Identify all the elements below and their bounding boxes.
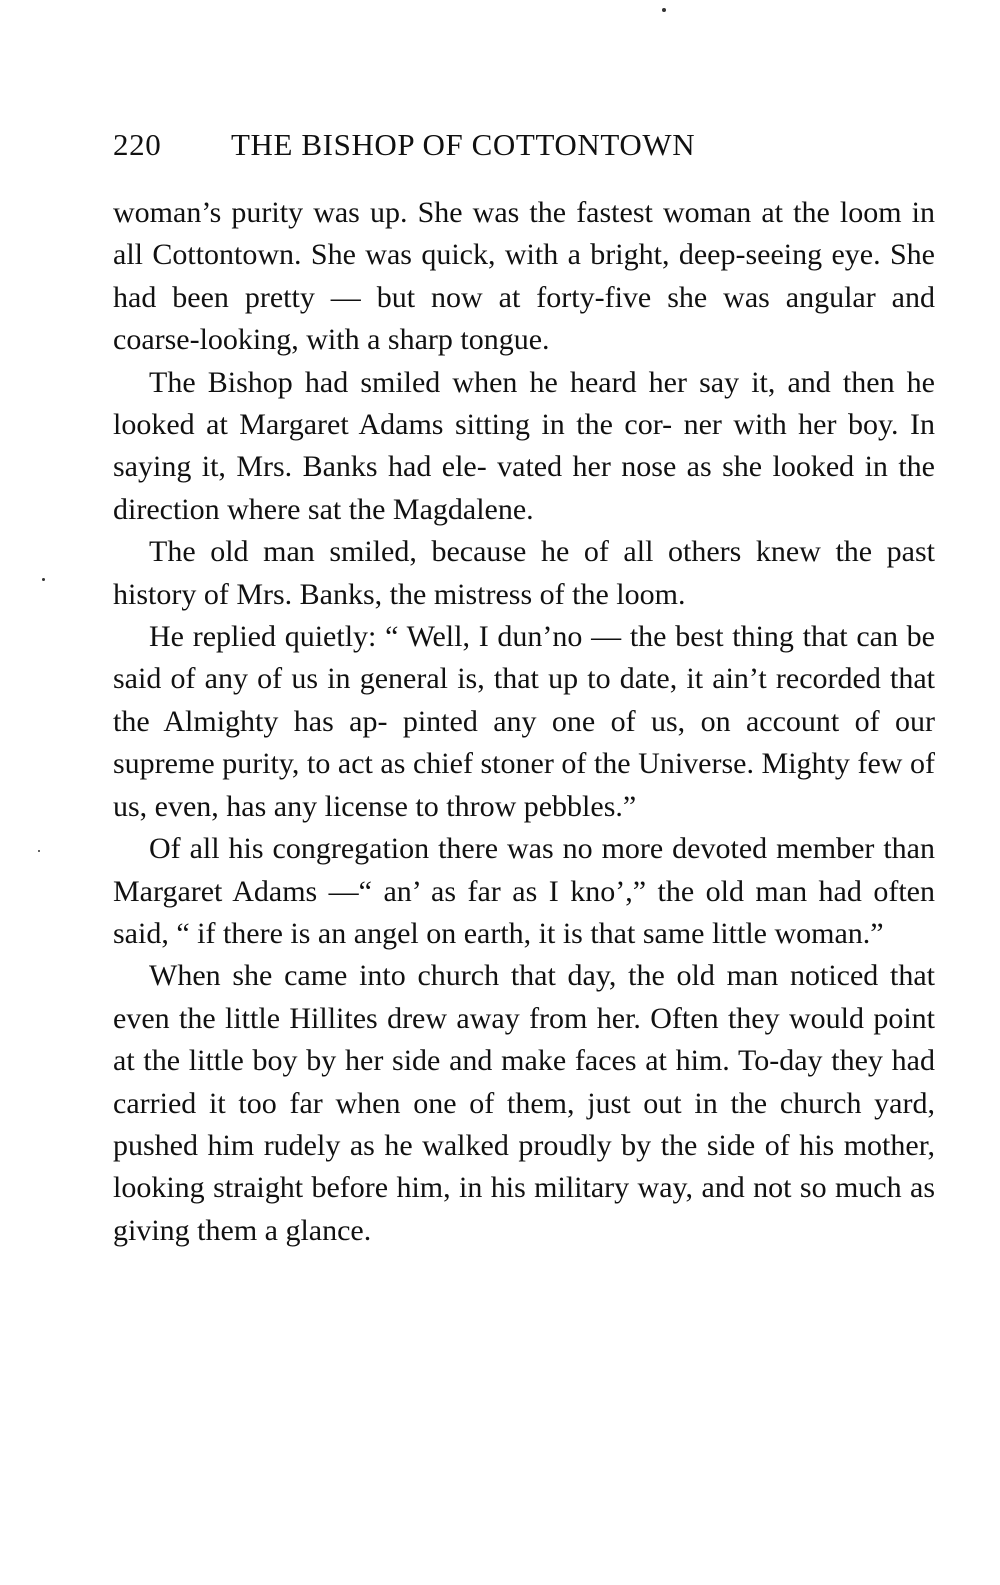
page-number: 220 [113, 127, 162, 162]
paragraph-4: He replied quietly: “ Well, I dun’no — the best thing that can be said of any of us in general is, that up to date, it ain’t recorded that the Almighty has ap- pinted any one of us, on account of our supreme purity, to act as chief stoner of the Universe. Mighty few of us, even, has any license to throw pebbles.” [113, 620, 935, 823]
paragraph-1: woman’s purity was up. She was the fastest woman at the loom in all Cottontown. She was quick, with a bright, deep-seeing eye. She had been pretty — but now at forty-five she was angular and coarse-looking, with a sharp tongue. [113, 196, 935, 357]
paragraph-2: The Bishop had smiled when he heard her say it, and then he looked at Margaret Adams sitting in the cor- ner with her boy. In saying it, Mrs. Banks had ele- vated her nose as she looked in the direction where sat the Magdalene. [113, 365, 935, 526]
scan-speck [662, 8, 666, 12]
paragraph-3: The old man smiled, because he of all others knew the past history of Mrs. Banks, the mistress of the loom. [113, 535, 935, 611]
paragraph-5: Of all his congregation there was no more devoted member than Margaret Adams —“ an’ as far as I kno’,” the old man had often said, “ if there is an angel on earth, it is that same little woman.” [113, 832, 935, 950]
book-title: THE BISHOP OF COTTONTOWN [231, 127, 696, 162]
body-text [113, 192, 935, 1252]
scan-speck [38, 850, 40, 852]
running-head [113, 127, 873, 171]
paragraph-6: When she came into church that day, the old man noticed that even the little Hillites drew away from her. Often they would point at the little boy by her side and make faces at him. To-day they had carried it too far when one of them, just out in the church yard, pushed him rudely as he walked proudly by the side of his mother, looking straight before him, in his military way, and not so much as giving them a glance. [113, 959, 935, 1247]
scan-speck [42, 578, 45, 581]
